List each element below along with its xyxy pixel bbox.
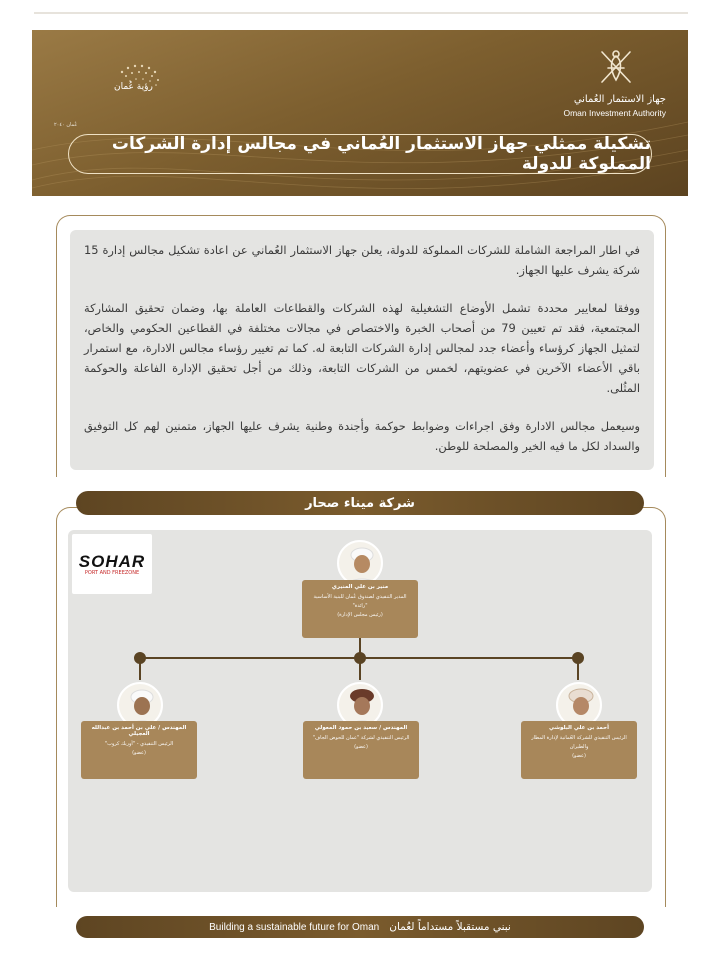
member-name: المهندس / سعيد بن حمود المعولي bbox=[314, 725, 408, 731]
member-name: المهندس / علي بن أحمد بن عبدالله العجيلي bbox=[91, 725, 187, 737]
authority-name-en: Oman Investment Authority bbox=[563, 108, 666, 118]
member-name: أحمد بن علي البلوشي bbox=[549, 725, 609, 731]
chair-name: منير بن علي المنيري bbox=[331, 584, 389, 590]
footer-slogan-en: Building a sustainable future for Oman bbox=[209, 921, 380, 933]
company-logo-subtext: PORT AND FREEZONE bbox=[84, 570, 140, 576]
member-card bbox=[303, 721, 419, 779]
member-position: الرئيس التنفيذي - "أوربك كروب" bbox=[104, 741, 174, 747]
member-role: (عضو) bbox=[572, 753, 586, 759]
page-title: تشكيلة ممثلي جهاز الاستثمار العُماني في مجالس إدارة الشركات المملوكة للدولة bbox=[111, 134, 651, 174]
intro-paragraph: في اطار المراجعة الشاملة للشركات المملوكة للدولة، يعلن جهاز الاستثمار العُماني عن اعادة تشكيل مجالس إدارة 15 شركة يشرف عليها الجهاز. bbox=[84, 243, 640, 277]
intro-paragraph: ووفقا لمعايير محددة تشمل الأوضاع التشغيلية لهذه الشركات والقطاعات العاملة بها، وضمان تحقيق المشاركة المجتمعية، فقد تم تعيين 79 من أصحاب الخبرة والاختصاص في مجالات مختلفة في القطاعين الحكومي والخاص، لتمثيل الجهاز كرؤساء وأعضاء جدد لمجالس إدارة الشركات التابعة له. كما تم تغيير رؤساء مجالس الادارة، مع استمرار باقي الأعضاء الآخرين في عضويتهم، لخمس من الشركات التابعة، وذلك من أجل تحقيق الإدارة الفاعلة والحوكمة المثُلى. bbox=[84, 301, 640, 395]
chair-position: المدير التنفيذي لصندوق عُمان للبنية الأساسية "رائدة" bbox=[313, 594, 407, 609]
member-card bbox=[521, 721, 637, 779]
company-name: شركة ميناء صحار bbox=[305, 495, 415, 511]
member-position: الرئيس التنفيذي للشركة العُمانية لإدارة المطار والطيران bbox=[531, 735, 627, 750]
footer-bar bbox=[76, 916, 644, 938]
member-card bbox=[81, 721, 197, 779]
company-logo-text: SOHAR bbox=[78, 552, 146, 571]
intro-paragraph: وسيعمل مجالس الادارة وفق اجراءات وضوابط حوكمة وأجندة وطنية يشرف عليها الجهاز، متمنين لهم كل التوفيق والسداد لكل ما فيه الخير والمصلحة للوطن. bbox=[84, 419, 640, 453]
member-role: (عضو) bbox=[132, 750, 146, 756]
vision-label: رؤية عُمان bbox=[114, 82, 153, 92]
chair-card bbox=[302, 580, 418, 638]
footer-slogan-ar: نبني مستقبلاً مستداماً لعُمان bbox=[389, 921, 511, 933]
member-role: (عضو) bbox=[354, 744, 368, 750]
member-position: الرئيس التنفيذي لشركة "عمان للحوض الجاف" bbox=[312, 735, 410, 741]
chair-role: (رئيس مجلس الإدارة) bbox=[337, 612, 383, 618]
authority-name-ar: جهاز الاستثمار العُماني bbox=[573, 94, 666, 105]
vision-sublabel: عُمان ٢٠٤٠ bbox=[54, 122, 78, 128]
